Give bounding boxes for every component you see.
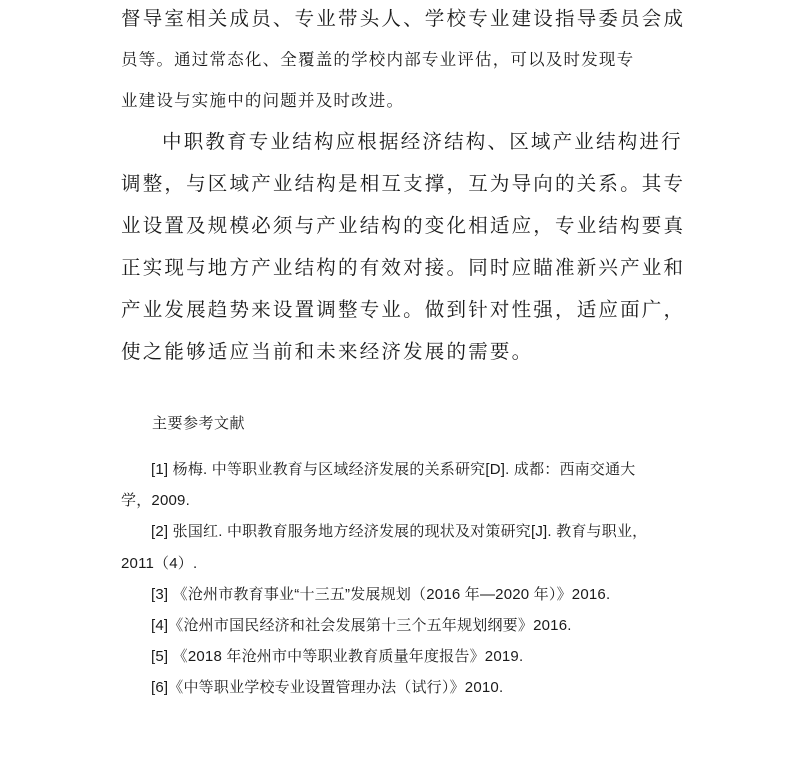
paragraph-1-line-1: 督导室相关成员、专业带头人、学校专业建设指导委员会成 [121, 7, 686, 30]
paragraph-2-line-5: 产业发展趋势来设置调整专业。做到针对性强，适应面广， [121, 298, 686, 321]
reference-item-1-continued: 学，2009. [121, 492, 190, 509]
paragraph-1-line-3: 业建设与实施中的问题并及时改进。 [121, 91, 405, 110]
reference-item-3: [3] 《沧州市教育事业“十三五”发展规划（2016 年—2020 年）》2016. [151, 586, 611, 603]
paragraph-2-line-1: 中职教育专业结构应根据经济结构、区域产业结构进行 [162, 130, 683, 153]
reference-item-1: [1] 杨梅. 中等职业教育与区域经济发展的关系研究[D]. 成都：西南交通大 [151, 461, 636, 478]
paragraph-2-line-3: 业设置及规模必须与产业结构的变化相适应，专业结构要真 [121, 214, 686, 237]
paragraph-2-line-4: 正实现与地方产业结构的有效对接。同时应瞄准新兴产业和 [121, 256, 686, 279]
paragraph-2-line-6: 使之能够适应当前和未来经济发展的需要。 [121, 340, 534, 363]
reference-item-4: [4]《沧州市国民经济和社会发展第十三个五年规划纲要》2016. [151, 617, 572, 634]
paragraph-2-line-2: 调整，与区域产业结构是相互支撑，互为导向的关系。其专 [121, 172, 686, 195]
reference-item-2-continued: 2011（4）. [121, 555, 198, 572]
reference-item-2: [2] 张国红. 中职教育服务地方经济发展的现状及对策研究[J]. 教育与职业， [151, 523, 648, 540]
references-heading: 主要参考文献 [152, 414, 246, 432]
paragraph-1-line-2: 员等。通过常态化、全覆盖的学校内部专业评估，可以及时发现专 [121, 50, 635, 69]
reference-item-5: [5] 《2018 年沧州市中等职业教育质量年度报告》2019. [151, 648, 524, 665]
reference-item-6: [6]《中等职业学校专业设置管理办法（试行）》2010. [151, 679, 504, 696]
